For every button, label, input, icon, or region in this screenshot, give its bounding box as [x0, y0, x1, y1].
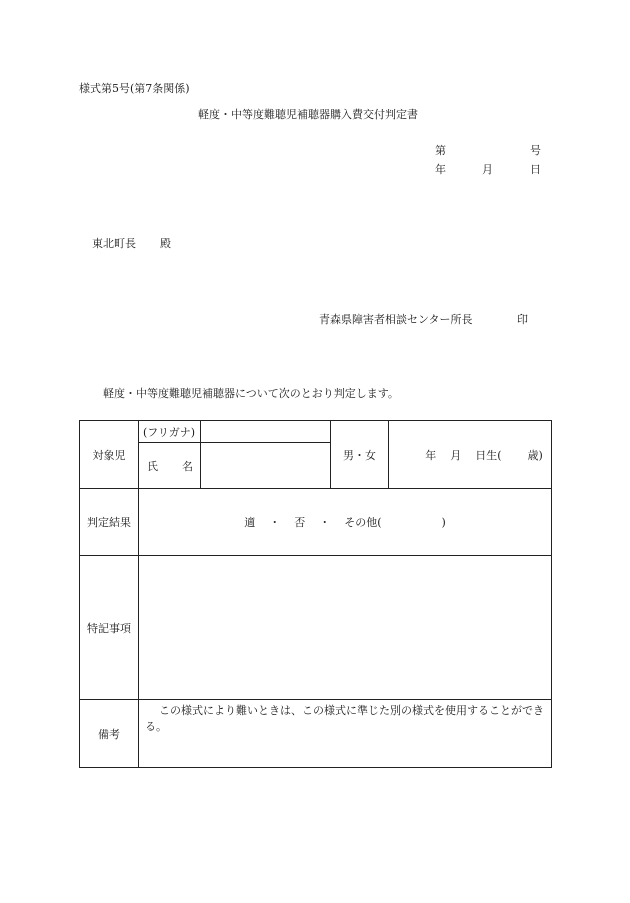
birth-month-label: 月 [450, 448, 462, 462]
child-label: 対象児 [80, 421, 139, 489]
name-label [139, 443, 201, 489]
page-title: 軽度・中等度難聴児補聴器購入費交付判定書 [198, 108, 418, 121]
issuer-seal: 印 [517, 313, 528, 326]
birth-day-label: 日生( [475, 448, 502, 462]
furigana-label: (フリガナ) [139, 421, 201, 443]
age-label: 歳) [527, 448, 543, 462]
result-separator-2: ・ [319, 516, 331, 529]
remarks-label: 備考 [80, 700, 139, 768]
doc-number-go: 号 [530, 144, 541, 157]
remarks-text: この様式により難いときは、この様式に準じた別の様式を使用することができる。 [139, 700, 552, 768]
date-month: 月 [482, 163, 493, 176]
name-label-2: 名 [182, 459, 193, 473]
gender-field[interactable]: 男・女 [331, 421, 389, 489]
intro-text: 軽度・中等度難聴児補聴器について次のとおり判定します。 [103, 387, 399, 400]
date-day: 日 [530, 163, 541, 176]
addressee-name: 東北町長 [92, 237, 136, 250]
result-separator-1: ・ [269, 516, 281, 529]
result-options[interactable] [139, 489, 552, 556]
judgment-table [79, 420, 552, 768]
result-other-option[interactable]: その他( [344, 516, 382, 529]
result-ok-option[interactable]: 適 [244, 516, 256, 529]
notes-field[interactable] [139, 556, 552, 700]
doc-number-dai: 第 [435, 144, 446, 157]
form-number: 様式第5号(第7条関係) [79, 82, 190, 95]
issuer-name: 青森県障害者相談センター所長 [319, 313, 473, 326]
furigana-field[interactable] [201, 421, 331, 443]
name-label-1: 氏 [147, 459, 158, 473]
date-year: 年 [435, 163, 446, 176]
name-field[interactable] [201, 443, 331, 489]
result-ng-option[interactable]: 否 [294, 516, 306, 529]
addressee-honorific: 殿 [160, 237, 171, 250]
result-other-close: ) [441, 516, 446, 529]
birth-year-label: 年 [425, 448, 437, 462]
result-label: 判定結果 [80, 489, 139, 556]
notes-label: 特記事項 [80, 556, 139, 700]
birthdate-field[interactable] [389, 421, 552, 489]
